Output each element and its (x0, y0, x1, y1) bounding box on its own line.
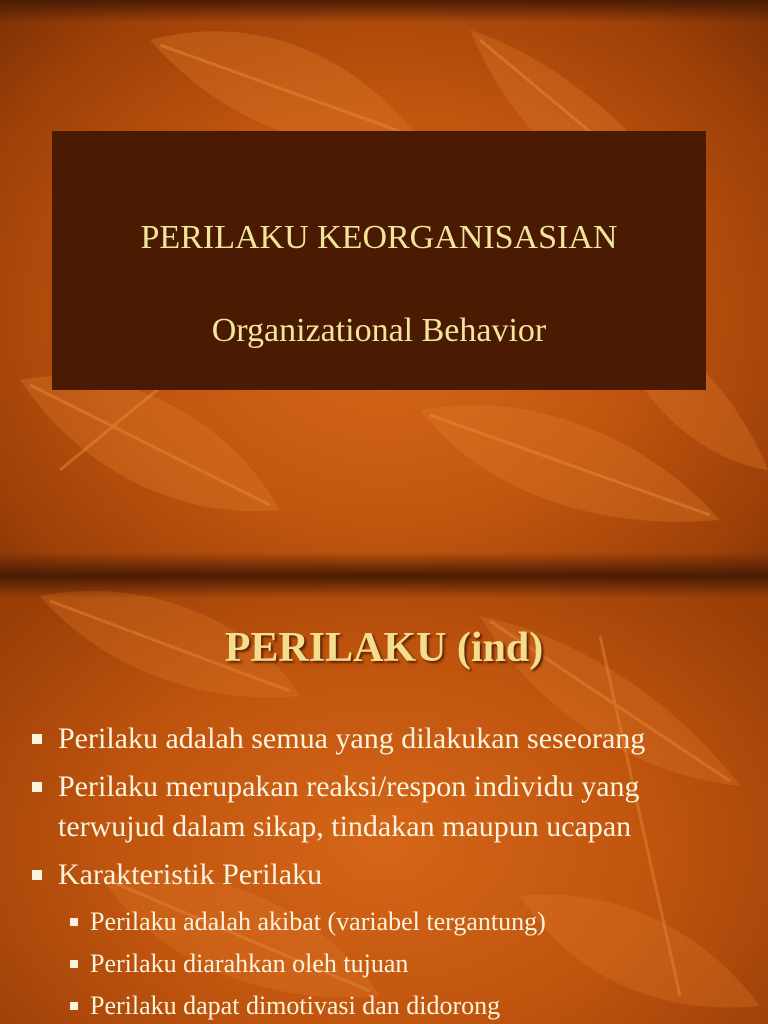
square-bullet-icon (70, 960, 78, 968)
square-bullet-icon (70, 918, 78, 926)
bullet-text: Perilaku adalah semua yang dilakukan seseorang (58, 722, 646, 755)
square-bullet-icon (32, 870, 42, 880)
slide-subtitle: Organizational Behavior (211, 312, 547, 349)
bullet-item (30, 719, 750, 759)
sub-bullet-list (68, 901, 750, 1024)
square-bullet-icon (32, 782, 42, 792)
sub-bullet-item (68, 943, 750, 985)
bullet-item (30, 855, 750, 1024)
slide-top-shadow (0, 0, 768, 22)
bullet-text: Perilaku merupakan reaksi/respon individu yang terwujud dalam sikap, tindakan maupun ucapan (58, 770, 640, 843)
sub-bullet-text: Perilaku dapat dimotivasi dan didorong (90, 991, 501, 1020)
bullet-list (30, 719, 750, 1024)
square-bullet-icon (70, 1002, 78, 1010)
slide-top-shadow (0, 576, 768, 598)
slide-title: PERILAKU KEORGANISASIAN (140, 219, 618, 256)
bullet-item (30, 767, 750, 847)
square-bullet-icon (32, 734, 42, 744)
sub-bullet-item (68, 901, 750, 943)
sub-bullet-text: Perilaku adalah akibat (variabel tergantung) (90, 907, 546, 936)
sub-bullet-item (68, 985, 750, 1024)
slide-heading: PERILAKU (ind) (224, 625, 544, 671)
slide-bottom-shadow (0, 552, 768, 576)
bullet-text: Karakteristik Perilaku (58, 858, 323, 891)
title-box (52, 131, 706, 390)
content-slide (0, 576, 768, 1024)
sub-bullet-text: Perilaku diarahkan oleh tujuan (90, 949, 409, 978)
